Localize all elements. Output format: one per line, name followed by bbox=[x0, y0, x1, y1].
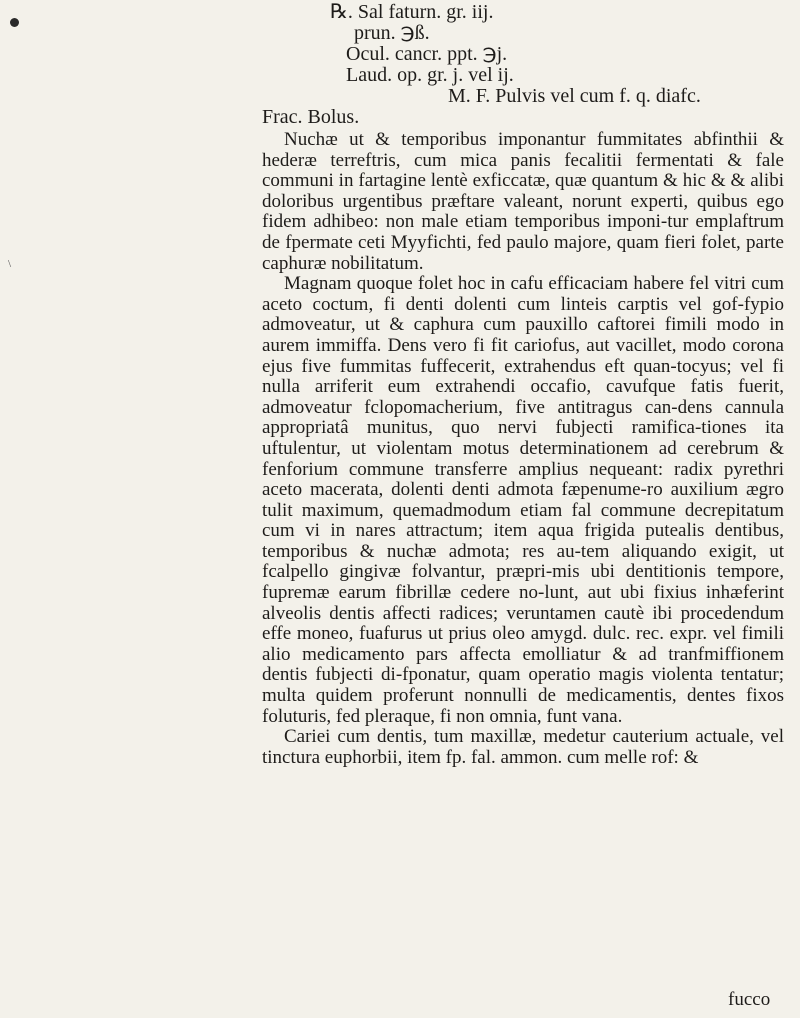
margin-mark: \ bbox=[8, 258, 12, 270]
paragraph-1: Nuchæ ut & temporibus imponantur fummitates abfinthii & hederæ terreftris, cum mica panis fecalitii fermentati & fale communi in fartagine lentè exficcatæ, quæ quantum & hic & & alibi doloribus urgentibus præftare valeant, norunt experti, quibus ego fidem adhibeo: non male etiam temporibus imponi-tur emplaftrum de fpermate ceti Myyfichti, fed paulo majore, quam fieri folet, parte caphuræ nobilitatum. bbox=[262, 129, 784, 274]
paragraph-3: Cariei cum dentis, tum maxillæ, medetur cauterium actuale, vel tinctura euphorbii, item fp. fal. ammon. cum melle rof: & bbox=[262, 726, 784, 768]
prescription-line-2: prun. ℈ß. bbox=[354, 22, 430, 44]
catchword: fucco bbox=[728, 989, 771, 1010]
body-text bbox=[262, 130, 784, 768]
prescription-block bbox=[330, 2, 701, 107]
prescription-line-1: ℞. Sal faturn. gr. iij. bbox=[330, 1, 494, 23]
prescription-line-5: M. F. Pulvis vel cum f. q. diafc. bbox=[448, 85, 701, 107]
prescription-line-3: Ocul. cancr. ppt. ℈j. bbox=[346, 43, 508, 65]
section-heading: Frac. Bolus. bbox=[262, 106, 360, 128]
paragraph-2: Magnam quoque folet hoc in cafu efficaciam habere fel vitri cum aceto coctum, fi denti dolenti cum linteis carptis vel gof-fypio admoveatur, ut & caphura cum pauxillo caftorei fimili modo in aurem immiffa. Dens vero fi fit cariofus, aut vacillet, modo corona ejus five fummitas fuffecerit, extrahendus eft quan-tocyus; vel fi nulla arriferit eum extrahendi occafio, cavufque fatis fuerit, admoveatur fclopomacherium, five antitragus can-dens cannula appropriatâ munitus, quo nervi fubjecti ramifica-tiones ita uftulentur, ut violentam motus determinationem ad cerebrum & fenforium commune transferre amplius nequeant: radix pyrethri aceto macerata, dolenti denti admota fæpenume-ro auxilium ægro tulit maximum, quemadmodum etiam fal commune decrepitatum cum vi in nares attractum; item aqua frigida putealis dentibus, temporibus & nuchæ admota; res au-tem aliquando exigit, ut fcalpello gingivæ folvantur, præpri-mis ubi dentitionis tempore, fupremæ earum fibrillæ cedere no-lunt, aut ubi fixius inhæferint alveolis dentis affecti radices; veruntamen cautè ibi procedendum effe moneo, fuafurus ut prius oleo amygd. dulc. rec. expr. vel fimili alio medicamento pars affecta emolliatur & ad tranfmiffionem dentis fubjecti di-fponatur, quam operatio magis violenta tentatur; multa quidem proferunt nonnulli de medicamentis, dentes fixos foluturis, fed pleraque, fi non omnia, funt vana. bbox=[262, 273, 784, 727]
prescription-line-4: Laud. op. gr. j. vel ij. bbox=[346, 64, 514, 86]
ink-dot bbox=[10, 18, 19, 27]
